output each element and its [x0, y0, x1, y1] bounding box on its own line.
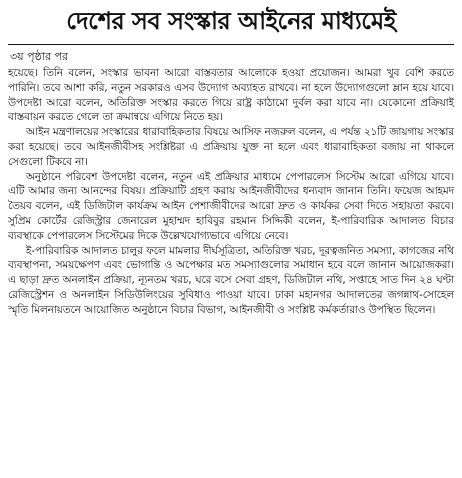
continued-from-label: ৩য় পৃষ্ঠার পর	[10, 50, 69, 63]
article-paragraph-3: অনুষ্ঠানে পরিবেশ উপদেষ্টা বলেন, নতুন এই প্রক্রিয়ার মাধ্যমে পেপারলেস সিস্টেম আরো এগিয়ে যাবে। এটি আমার জন্য আনন্দের বিষয়। প্রক্রিয়াটি গ্রহণ করায় আইনজীবীদের ধন্যবাদ জানান তিনি। ফয়েজ আহমদ তৈয়ব বলেন, এই ডিজিটাল কার্যক্রম আইন পেশাজীবীদের আরো দ্রুত ও কার্যকর সেবা দিতে সহায়তা করবে। সুপ্রিম কোর্টের রেজিস্ট্রার জেনারেল মুহাম্মদ হাবিবুর রহমান সিদ্দিকী বলেন, ই-পারিবারিক আদালত বিচার ব্যবস্থাকে পেপারলেস সিস্টেমের দিকে উল্লেখযোগ্যভাবে এগিয়ে নেবে।	[8, 170, 454, 242]
headline-rule	[8, 44, 454, 45]
article-body	[8, 66, 454, 318]
article-paragraph-4: ই-পারিবারিক আদালত চালুর ফলে মামলার দীর্ঘসূত্রিতা, অতিরিক্ত খরচ, দূরত্বজনিত সমস্যা, কাগজের নথি ব্যবস্থাপনা, সময়ক্ষেপণ এবং ভোগান্তি ও অপেক্ষার মত সমস্যাগুলোর সমাধান হবে বলে জানান আয়োজকরা। এ ছাড়া দ্রুত অনলাইন প্রক্রিয়া, ন্যূনতম খরচ, ঘরে বসে সেবা গ্রহণ, ডিজিটাল নথি, সপ্তাহে সাত দিন ২৪ ঘণ্টা রেজিস্ট্রেশন ও অনলাইন সিডিউলিংয়ের সুবিধাও পাওয়া যাবে। ঢাকা মহানগর আদালতের জগন্নাথ-সোহেল স্মৃতি মিলনায়তনে আয়োজিত অনুষ্ঠানে বিচার বিভাগ, আইনজীবী ও সংশ্লিষ্ট কর্মকর্তারাও উপস্থিত ছিলেন।	[8, 244, 454, 316]
article-paragraph-1: হয়েছে। তিনি বলেন, সংস্কার ভাবনা আরো বাস্তবতার আলোকে হওয়া প্রয়োজন। আমরা খুব বেশি করতে পারিনি। তবে আশা করি, নতুন সরকারও এসব উদ্যোগ অব্যাহত রাখবে। না হলে উদ্যোগগুলো ম্লান হয়ে যাবে। উপদেষ্টা আরো বলেন, অতিরিক্ত সংস্কার করতে গিয়ে রাষ্ট্র কাঠামো দুর্বল করা যাবে না। যেকোনো প্রক্রিয়াই বাস্তবায়ন করতে গেলে তা ক্রমান্বয়ে এগিয়ে নিতে হয়।	[8, 67, 454, 124]
headline: দেশের সব সংস্কার আইনের মাধ্যমেই	[66, 7, 396, 35]
article-paragraph-2: আইন মন্ত্রণালয়ের সংস্কারের ধারাবাহিকতার বিষয়ে আসিফ নজরুল বলেন, এ পর্যন্ত ২১টি জায়গায় সংস্কার করা হয়েছে। তবে আইনজীবীসহ সংশ্লিষ্টরা এ প্রক্রিয়ায় যুক্ত না হলে এবং ধারাবাহিকতা বজায় না থাকলে সেগুলো টিকবে না।	[8, 126, 454, 168]
